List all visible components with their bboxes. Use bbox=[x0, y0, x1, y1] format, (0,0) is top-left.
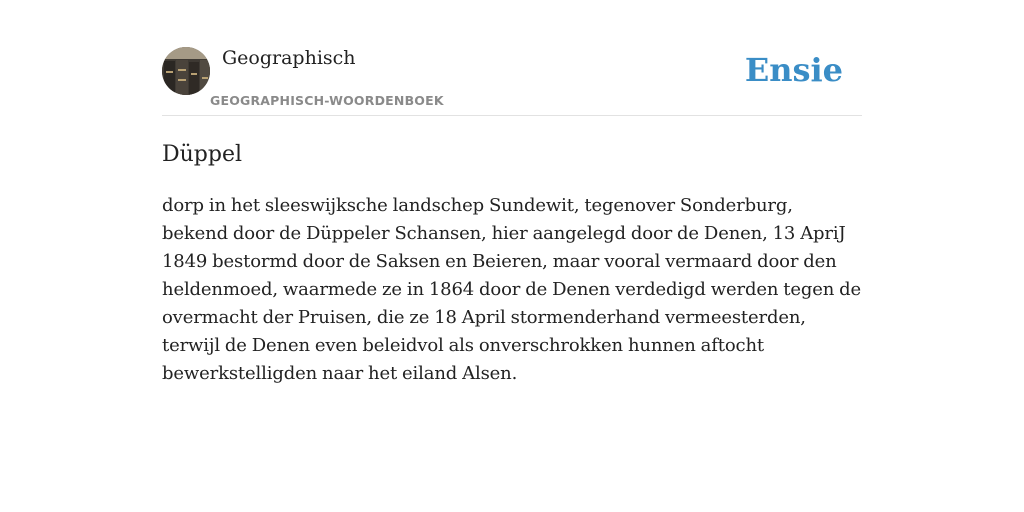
dictionary-title[interactable]: Geographisch bbox=[222, 47, 356, 69]
entry-title: Düppel bbox=[162, 142, 243, 167]
ensie-logo-link[interactable]: Ensie bbox=[744, 51, 843, 89]
dictionary-avatar[interactable] bbox=[162, 47, 210, 95]
entry-definition: dorp in het sleeswijksche landschep Sundewit, tegenover Sonderburg, bekend door de Düppeler Schansen, hier aangelegd door de Denen, 13 ApriJ 1849 bestormd door de Saksen en Beieren, maar vooral vermaard door den heldenmoed, waarmede ze in 1864 door de Denen verdedigd werden tegen de overmacht der Pruisen, die ze 18 April stormenderhand vermeesterden, terwijl de Denen even beleidvol als onverschrokken hunnen aftocht bewerkstelligden naar het eiland Alsen. bbox=[162, 195, 862, 384]
page-header bbox=[162, 0, 862, 116]
dictionary-slug[interactable]: GEOGRAPHISCH-WOORDENBOEK bbox=[210, 93, 444, 108]
page-container bbox=[162, 0, 862, 384]
book-spines-image-icon bbox=[162, 47, 210, 95]
